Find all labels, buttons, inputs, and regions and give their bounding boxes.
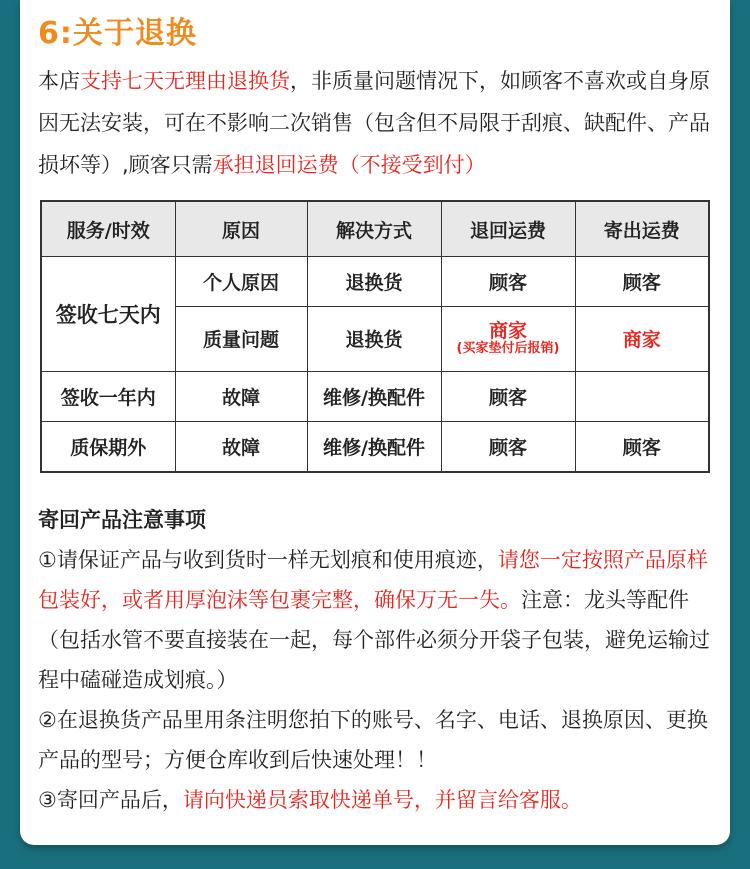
table-header-row [41,201,709,257]
send-fee-cell: 商家 [575,306,709,372]
reason-cell: 故障 [175,372,307,422]
notes-heading: 寄回产品注意事项 [38,508,206,532]
period-cell: 签收七天内 [41,257,175,372]
table-row [41,421,709,472]
method-cell: 维修/换配件 [307,421,441,472]
note-3-highlight: 请向快递员索取快递单号，并留言给客服。 [182,788,582,812]
notes-section [38,500,728,820]
return-fee-cell: 顾客 [441,257,575,307]
intro-highlight-7day: 支持七天无理由退换货 [80,69,290,93]
header-method: 解决方式 [307,201,441,257]
reason-cell: 故障 [175,421,307,472]
send-fee-cell [575,372,709,422]
note-1-text-2: 注意：龙头等配件（包括水管不要直接装在一起，每个部件必须分开袋子包装，避免运输过程中磕碰造成划痕。） [38,588,710,692]
header-reason: 原因 [175,201,307,257]
send-fee-cell: 顾客 [575,421,709,472]
note-2: ②在退换货产品里用条注明您拍下的账号、名字、电话、退换原因、更换产品的型号；方便仓库收到后快速处理！！ [38,708,708,772]
period-cell: 质保期外 [41,421,175,472]
reason-cell: 个人原因 [175,257,307,307]
page-title: 6:关于退换 [38,16,197,51]
intro-text-2: ，非质量问题情况下，如顾客不喜欢或自身原因无法安装，可在不影响二次销售（包含但不局限于刮痕、缺配件、产品损坏等）,顾客只需 [38,69,710,177]
return-fee-note: (买家垫付后报销) [456,340,560,356]
period-cell: 签收一年内 [41,372,175,422]
header-service: 服务/时效 [41,201,175,257]
intro-highlight-fee: 承担退回运费 [212,153,339,177]
header-send-fee: 寄出运费 [575,201,709,257]
note-3 [38,780,728,820]
method-cell: 退换货 [307,306,441,372]
return-policy-table [40,200,710,473]
table-row [41,372,709,422]
method-cell: 维修/换配件 [307,372,441,422]
reason-cell: 质量问题 [175,306,307,372]
intro-text-1: 本店 [38,69,80,93]
note-3-text: ③寄回产品后， [38,788,183,812]
send-fee-cell: 顾客 [575,257,709,307]
note-1 [38,540,728,700]
return-fee-cell [441,306,575,372]
intro-paragraph [38,60,718,186]
method-cell: 退换货 [307,257,441,307]
content-card [20,0,730,845]
header-return-fee: 退回运费 [441,201,575,257]
note-1-text: ①请保证产品与收到货时一样无划痕和使用痕迹， [38,548,498,572]
note-1-highlight: 请您一定按照产品原样包装好，或者用厚泡沫等包裹完整，确保万无一失。 [38,548,708,612]
return-fee-cell: 顾客 [441,421,575,472]
table-row [41,257,709,307]
intro-highlight-cod: （不接受到付） [338,153,486,177]
return-fee-cell: 顾客 [441,372,575,422]
return-fee-merchant: 商家 [488,319,527,342]
